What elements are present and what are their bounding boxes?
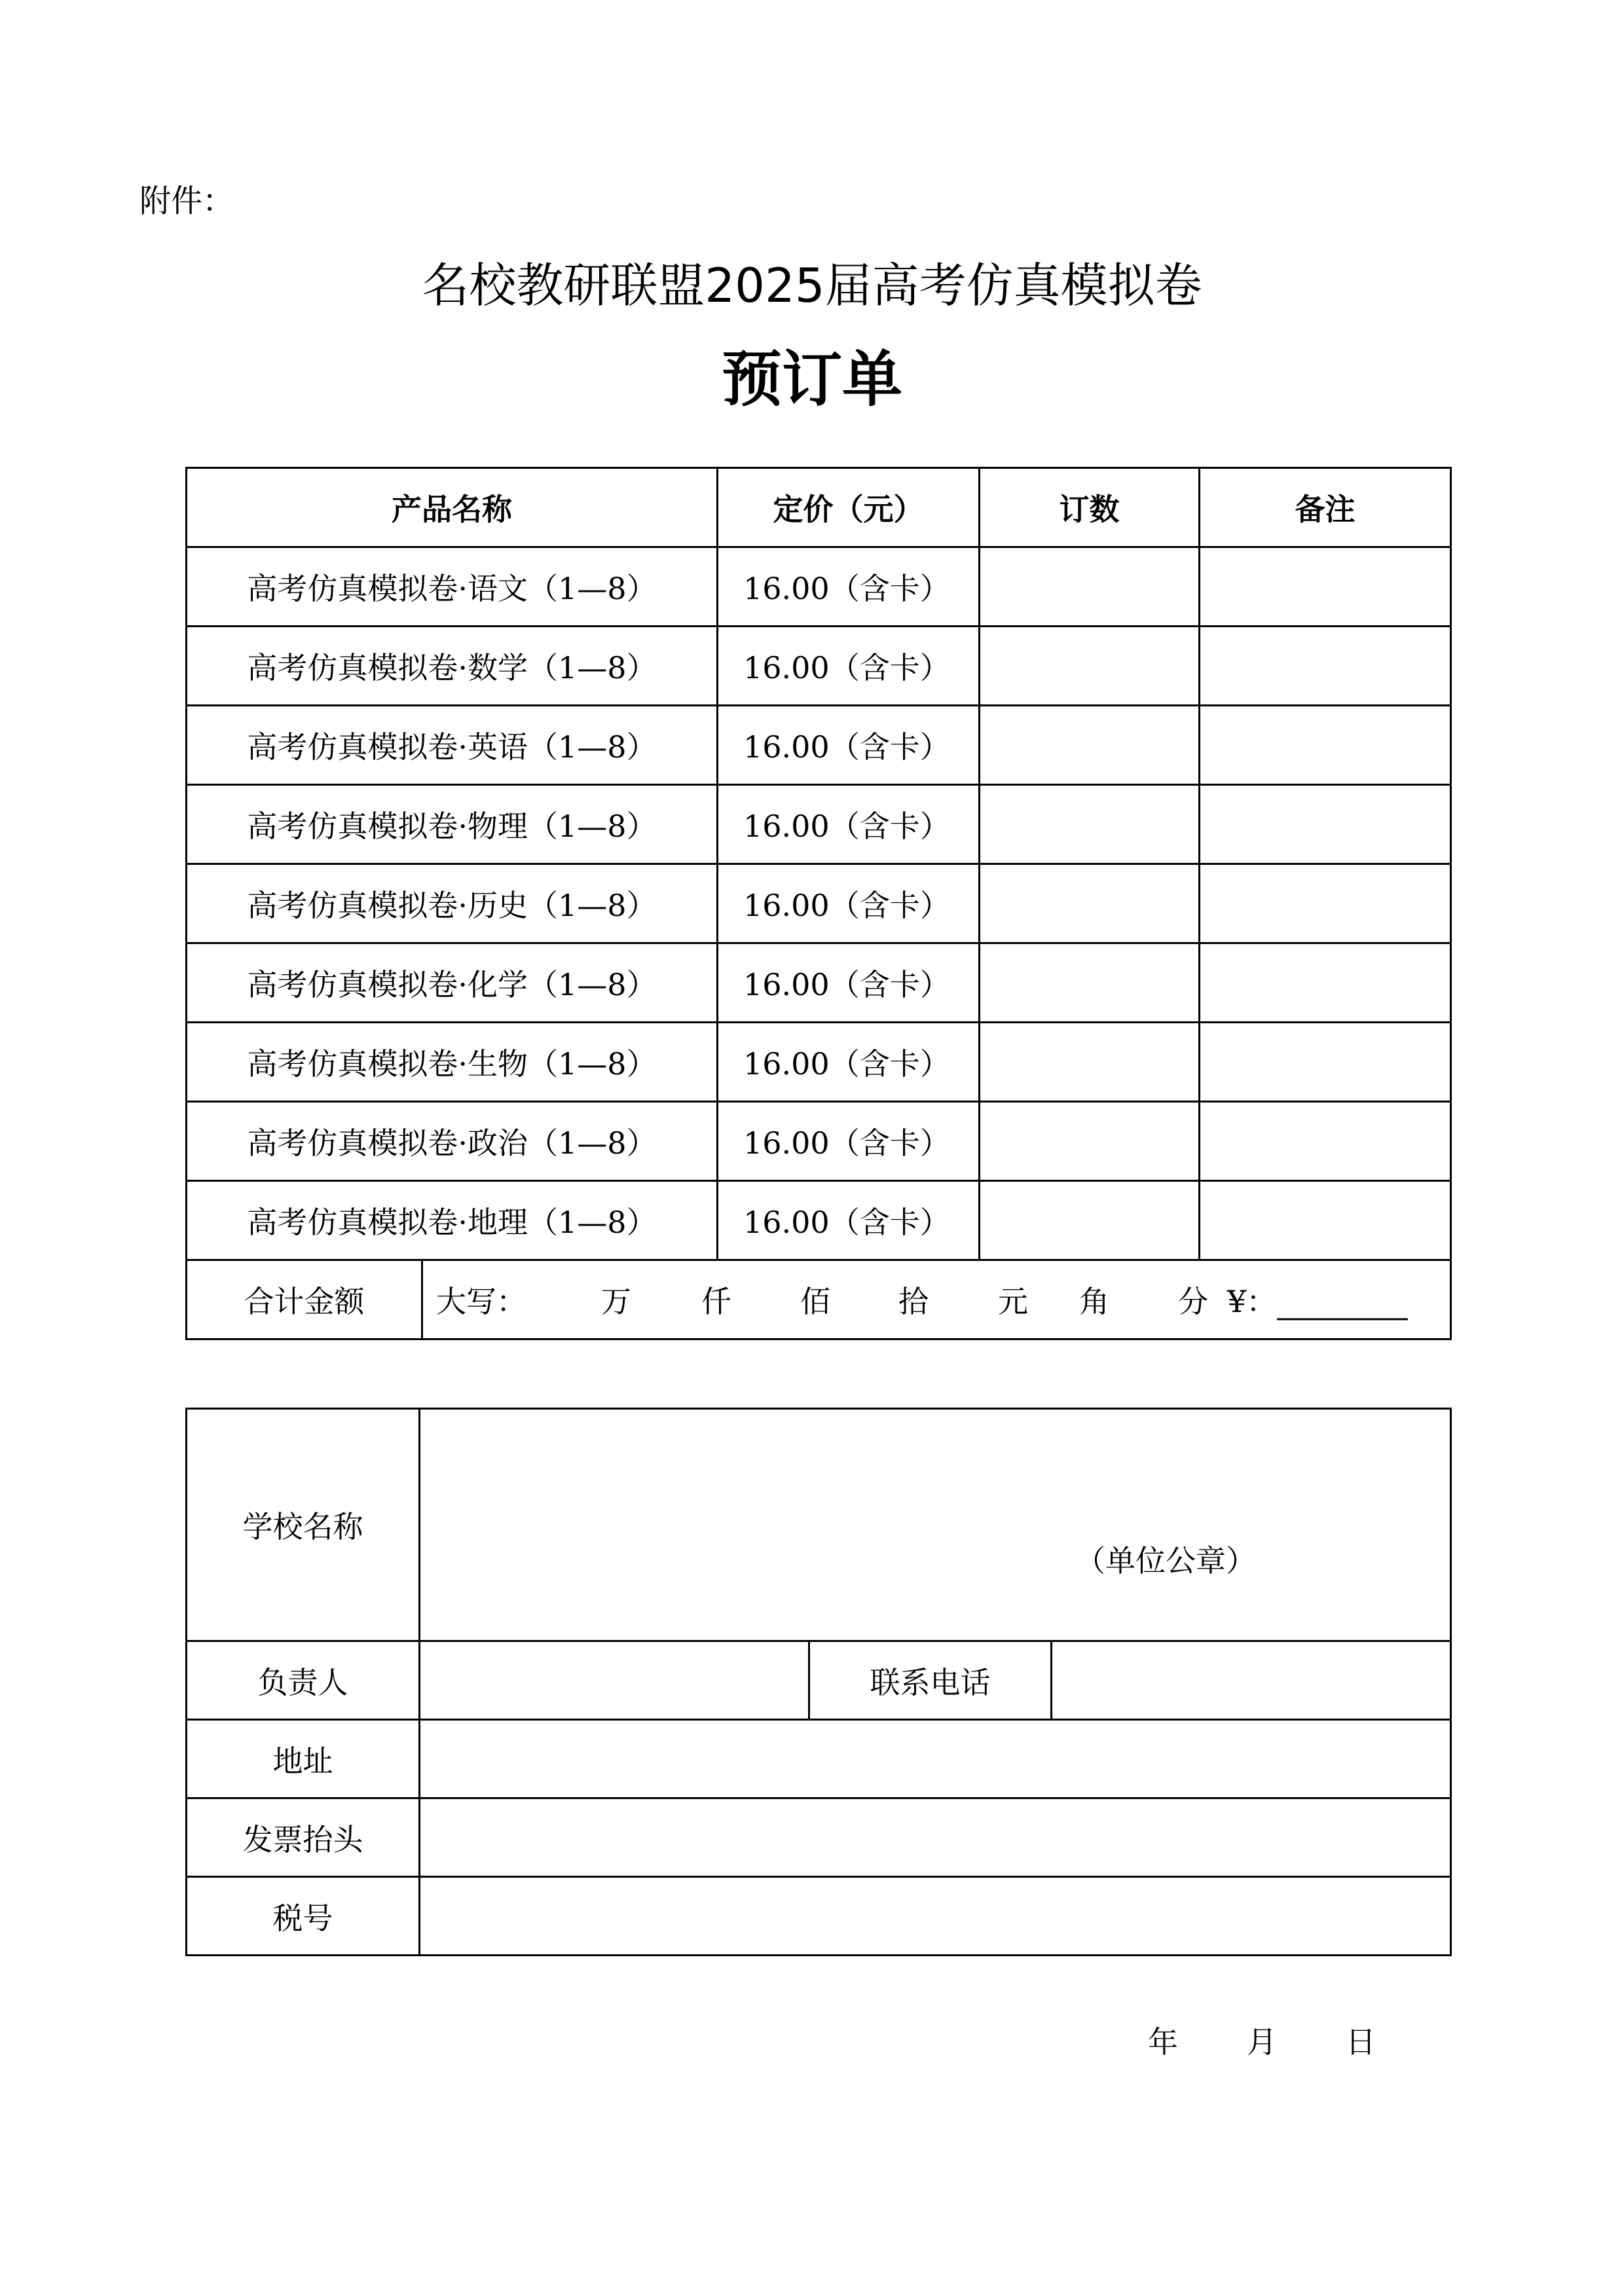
invoice-title-field[interactable] [420,1798,1451,1877]
product-name: 高考仿真模拟卷·生物（1—8） [187,1023,718,1102]
person-field[interactable] [420,1641,809,1720]
date-month: 月 [1247,2024,1277,2060]
unit-qian: 仟 [701,1284,731,1319]
stamp-note: （单位公章） [1075,1543,1256,1578]
product-price: 16.00（含卡） [718,547,980,627]
product-price: 16.00（含卡） [718,706,980,785]
header-price: 定价（元） [718,468,980,547]
school-name-field[interactable] [420,1409,1451,1641]
product-name: 高考仿真模拟卷·政治（1—8） [187,1102,718,1181]
product-name: 高考仿真模拟卷·数学（1—8） [187,627,718,706]
product-name: 高考仿真模拟卷·历史（1—8） [187,864,718,943]
table-row [187,1181,1451,1260]
address-field[interactable] [420,1720,1451,1798]
quantity-cell[interactable] [980,1181,1200,1260]
address-label: 地址 [187,1720,420,1798]
header-quantity: 订数 [980,468,1200,547]
remarks-cell[interactable] [1200,1023,1451,1102]
total-amount-field[interactable] [422,1260,1451,1339]
remarks-cell[interactable] [1200,706,1451,785]
unit-shi: 拾 [898,1284,929,1319]
table-row [187,943,1451,1023]
date-day: 日 [1346,2024,1376,2060]
school-info-table [185,1408,1452,1956]
unit-jiao: 角 [1079,1284,1109,1319]
product-name: 高考仿真模拟卷·语文（1—8） [187,547,718,627]
phone-field[interactable] [1052,1641,1451,1720]
remarks-cell[interactable] [1200,864,1451,943]
contact-row [187,1641,1451,1720]
quantity-cell[interactable] [980,547,1200,627]
product-name: 高考仿真模拟卷·物理（1—8） [187,785,718,864]
quantity-cell[interactable] [980,943,1200,1023]
quantity-cell[interactable] [980,627,1200,706]
product-name: 高考仿真模拟卷·地理（1—8） [187,1181,718,1260]
quantity-cell[interactable] [980,706,1200,785]
product-price: 16.00（含卡） [718,627,980,706]
tax-row [187,1877,1451,1956]
unit-bai: 佰 [800,1284,830,1319]
product-price: 16.00（含卡） [718,943,980,1023]
phone-label: 联系电话 [809,1641,1052,1720]
quantity-cell[interactable] [980,1023,1200,1102]
tax-number-label: 税号 [187,1877,420,1956]
form-subtitle: 预订单 [721,344,902,414]
table-row [187,547,1451,627]
remarks-cell[interactable] [1200,627,1451,706]
remarks-cell[interactable] [1200,943,1451,1023]
table-row [187,1023,1451,1102]
amount-blank[interactable] [1277,1291,1408,1321]
product-name: 高考仿真模拟卷·英语（1—8） [187,706,718,785]
total-uppercase-label: 大写： [436,1284,526,1319]
order-table-header [187,468,1451,547]
product-price: 16.00（含卡） [718,1181,980,1260]
remarks-cell[interactable] [1200,1102,1451,1181]
currency-symbol: ¥： [1227,1284,1277,1319]
total-row [187,1260,1451,1339]
unit-wan: 万 [601,1284,631,1319]
person-label: 负责人 [187,1641,420,1720]
school-name-label: 学校名称 [187,1409,420,1641]
table-row [187,864,1451,943]
invoice-row [187,1798,1451,1877]
form-title: 名校教研联盟2025届高考仿真模拟卷 [422,258,1202,313]
date-year: 年 [1148,2024,1178,2060]
table-row [187,1102,1451,1181]
remarks-cell[interactable] [1200,1181,1451,1260]
header-remarks: 备注 [1200,468,1451,547]
header-product: 产品名称 [187,468,718,547]
unit-fen: 分 [1178,1284,1208,1319]
quantity-cell[interactable] [980,1102,1200,1181]
quantity-cell[interactable] [980,785,1200,864]
product-price: 16.00（含卡） [718,1023,980,1102]
product-price: 16.00（含卡） [718,1102,980,1181]
table-row [187,785,1451,864]
school-name-row [187,1409,1451,1641]
total-amount-label: 合计金额 [187,1260,422,1339]
order-table [185,467,1452,1340]
quantity-cell[interactable] [980,864,1200,943]
remarks-cell[interactable] [1200,547,1451,627]
table-row [187,627,1451,706]
table-row [187,706,1451,785]
product-name: 高考仿真模拟卷·化学（1—8） [187,943,718,1023]
remarks-cell[interactable] [1200,785,1451,864]
tax-number-field[interactable] [420,1877,1451,1956]
attachment-label: 附件： [139,183,234,219]
unit-yuan: 元 [998,1284,1028,1319]
product-price: 16.00（含卡） [718,785,980,864]
invoice-title-label: 发票抬头 [187,1798,420,1877]
product-price: 16.00（含卡） [718,864,980,943]
address-row [187,1720,1451,1798]
